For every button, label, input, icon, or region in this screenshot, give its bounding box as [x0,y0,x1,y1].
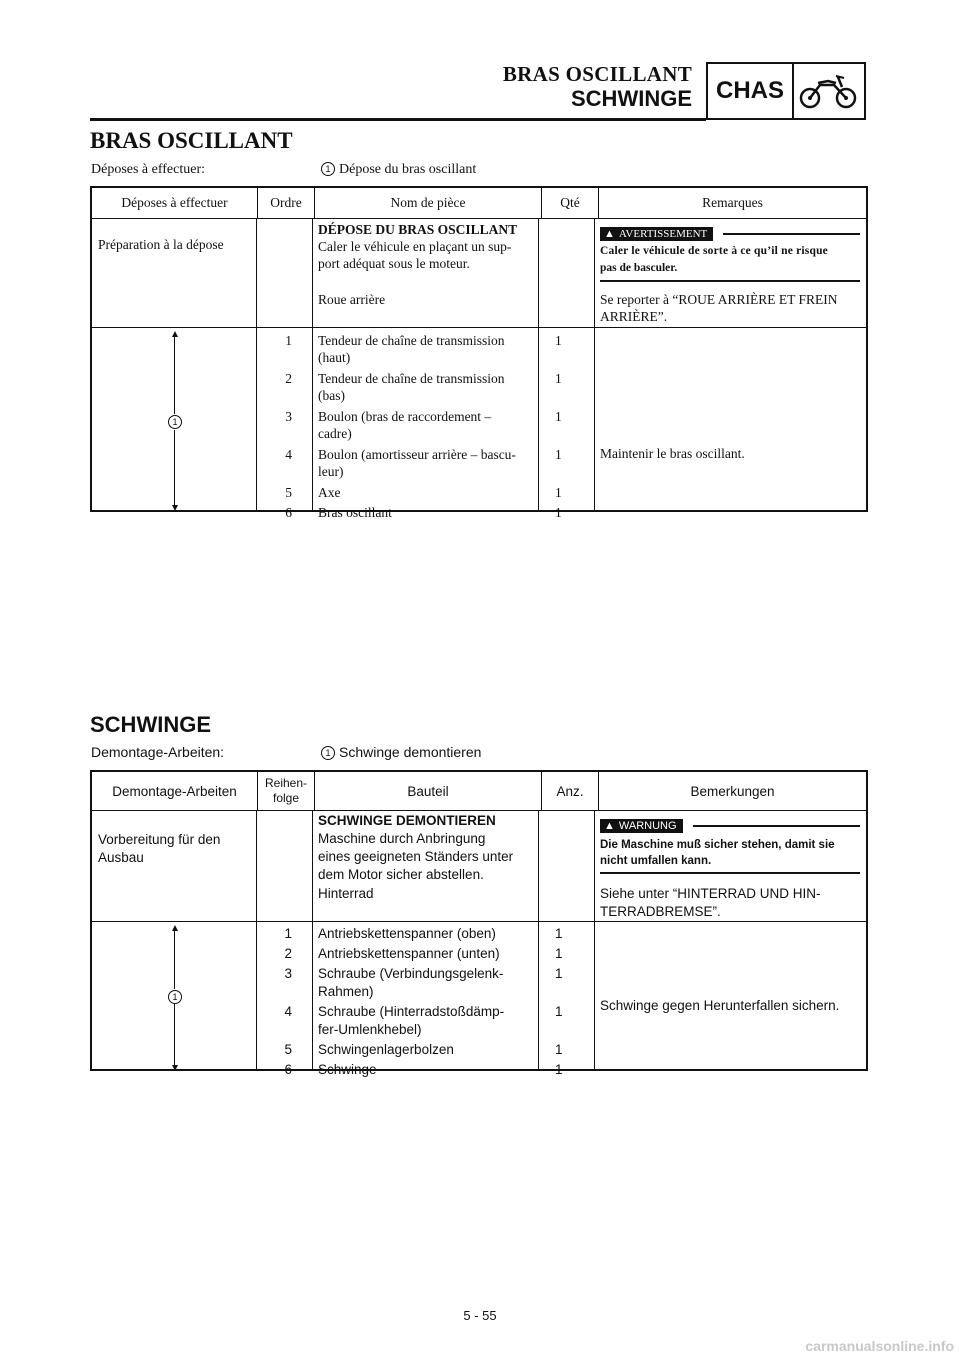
qty-cell: 1 [555,946,563,961]
prep-column [92,811,257,1070]
warning-text: pas de basculer. [600,262,678,274]
part-line: dem Motor sicher abstellen. [318,867,484,882]
order-column [257,811,313,1077]
order-cell: 4 [284,1004,292,1019]
page-number: 5 - 55 [463,1308,497,1323]
part-name: Axe [318,485,341,500]
watermark: carmanualsonline.info [805,1338,954,1354]
part-name: Bras oscillant [318,505,392,520]
rear-wheel-ref: Siehe unter “HINTERRAD UND HIN- [600,886,821,901]
column-header: Bemerkungen [690,783,775,799]
order-cell: 2 [284,946,292,961]
table-header [92,188,866,219]
column-header: Qté [542,188,599,218]
part-line: eines geeigneten Ständers unter [318,849,514,864]
prep-label: Ausbau [98,850,144,865]
qty-cell: 1 [555,371,562,386]
removal-label-de: Demontage-Arbeiten: [91,744,225,760]
removal-table-fr [90,186,868,520]
warning-label: AVERTISSEMENT [618,228,708,240]
procedure-title: DÉPOSE DU BRAS OSCILLANT [318,222,518,237]
removal-table-de [90,770,868,1077]
part-name: cadre) [318,426,352,441]
removal-step-text: Schwinge demontieren [339,744,482,760]
table-body [92,219,866,520]
order-cell: 5 [284,1042,292,1057]
header-title-fr: BRAS OSCILLANT [502,62,692,86]
part-column [313,811,539,1077]
rear-wheel-ref: Se reporter à “ROUE ARRIÈRE ET FREIN [600,292,838,307]
qty-column [539,811,595,1077]
warning-text: Caler le véhicule de sorte à ce qu’il ne risque [600,245,828,257]
order-cell: 1 [285,333,292,348]
header-title-de: SCHWINGE [571,86,692,111]
part-name: Antriebskettenspanner (oben) [318,926,496,941]
removal-label-fr: Déposes à effectuer: [91,162,206,177]
part-name: Schwingenlagerbolzen [318,1042,454,1057]
qty-column [539,219,595,520]
part-name: (haut) [318,350,351,365]
part-name: fer-Umlenkhebel) [318,1022,422,1037]
column-header [258,772,315,810]
group-marker: 1 [168,990,182,1004]
remarks-column [595,219,866,511]
column-header: Anz. [542,772,599,810]
qty-cell: 1 [555,926,563,941]
section-heading-de: SCHWINGE [90,712,211,737]
part-name: Tendeur de chaîne de transmission [318,371,505,386]
part-name: Antriebskettenspanner (unten) [318,946,500,961]
column-header: Déposes à effectuer [92,188,258,218]
part-column [313,219,539,520]
column-header: Nom de pièce [315,188,542,218]
section-heading-fr: BRAS OSCILLANT [90,128,293,153]
order-cell: 3 [285,409,292,424]
warning-tag [600,819,683,833]
order-cell: 3 [284,966,292,981]
remark-text: Maintenir le bras oscillant. [600,446,745,461]
remarks-column [595,811,866,1070]
part-name: leur) [318,464,344,479]
warning-triangle-icon: ▲ [604,820,615,832]
warning-box [600,227,860,282]
qty-cell: 1 [555,1004,563,1019]
removal-step-de [321,744,481,760]
part-line: Maschine durch Anbringung [318,831,486,846]
procedure-title: SCHWINGE DEMONTIEREN [318,813,496,828]
order-column [257,219,313,520]
section-badge [706,62,866,120]
qty-cell: 1 [555,485,562,500]
qty-cell: 1 [555,1062,563,1077]
part-line: Caler le véhicule en plaçant un sup- [318,239,512,254]
warning-triangle-icon: ▲ [604,228,615,240]
rear-wheel-ref: TERRADBREMSE”. [600,904,721,919]
section-code: CHAS [708,64,794,118]
qty-cell: 1 [555,447,562,462]
qty-cell: 1 [555,1042,563,1057]
order-cell: 6 [285,505,292,520]
warning-text: nicht umfallen kann. [600,855,712,867]
motorcycle-icon [794,64,864,118]
removal-step-fr [321,162,476,178]
qty-cell: 1 [555,409,562,424]
rear-wheel-ref: ARRIÈRE”. [600,309,668,324]
order-cell: 6 [284,1062,292,1077]
column-header: Demontage-Arbeiten [92,772,258,810]
part-line: port adéquat sous le moteur. [318,256,470,271]
part-name: Schraube (Hinterradstoßdämp- [318,1004,505,1019]
part-name: Boulon (amortisseur arrière – bascu- [318,447,516,462]
header-rule [90,118,706,121]
removal-step-text: Dépose du bras oscillant [339,162,477,177]
table-header [92,772,866,811]
order-cell: 2 [285,371,292,386]
column-header-line: Reihen- [264,776,308,790]
order-cell: 5 [285,485,292,500]
circled-number: 1 [321,746,335,760]
column-header: Ordre [258,188,315,218]
qty-cell: 1 [555,333,562,348]
group-marker: 1 [168,415,182,429]
remark-text: Schwinge gegen Herunterfallen sichern. [600,998,840,1013]
rear-wheel-label: Roue arrière [318,292,386,307]
part-name: Rahmen) [318,984,374,999]
order-cell: 1 [284,926,292,941]
part-name: (bas) [318,388,345,403]
warning-label: WARNUNG [618,820,677,832]
table-body [92,811,866,1077]
prep-column [92,219,257,511]
part-name: Tendeur de chaîne de transmission [318,333,505,348]
column-header-line: folge [272,791,300,805]
qty-cell: 1 [555,966,563,981]
column-header: Bauteil [315,772,542,810]
circled-number: 1 [321,162,335,176]
qty-cell: 1 [555,505,562,520]
part-name: Schwinge [318,1062,377,1077]
prep-label: Vorbereitung für den [98,832,221,847]
column-header: Remarques [702,195,763,210]
warning-tag [600,227,713,241]
part-name: Schraube (Verbindungsgelenk- [318,966,504,981]
part-name: Boulon (bras de raccordement – [318,409,492,424]
warning-text: Die Maschine muß sicher stehen, damit sie [600,839,835,851]
rear-wheel-label: Hinterrad [318,886,374,901]
order-cell: 4 [285,447,292,462]
prep-label: Préparation à la dépose [98,237,224,252]
warning-box [600,819,860,874]
